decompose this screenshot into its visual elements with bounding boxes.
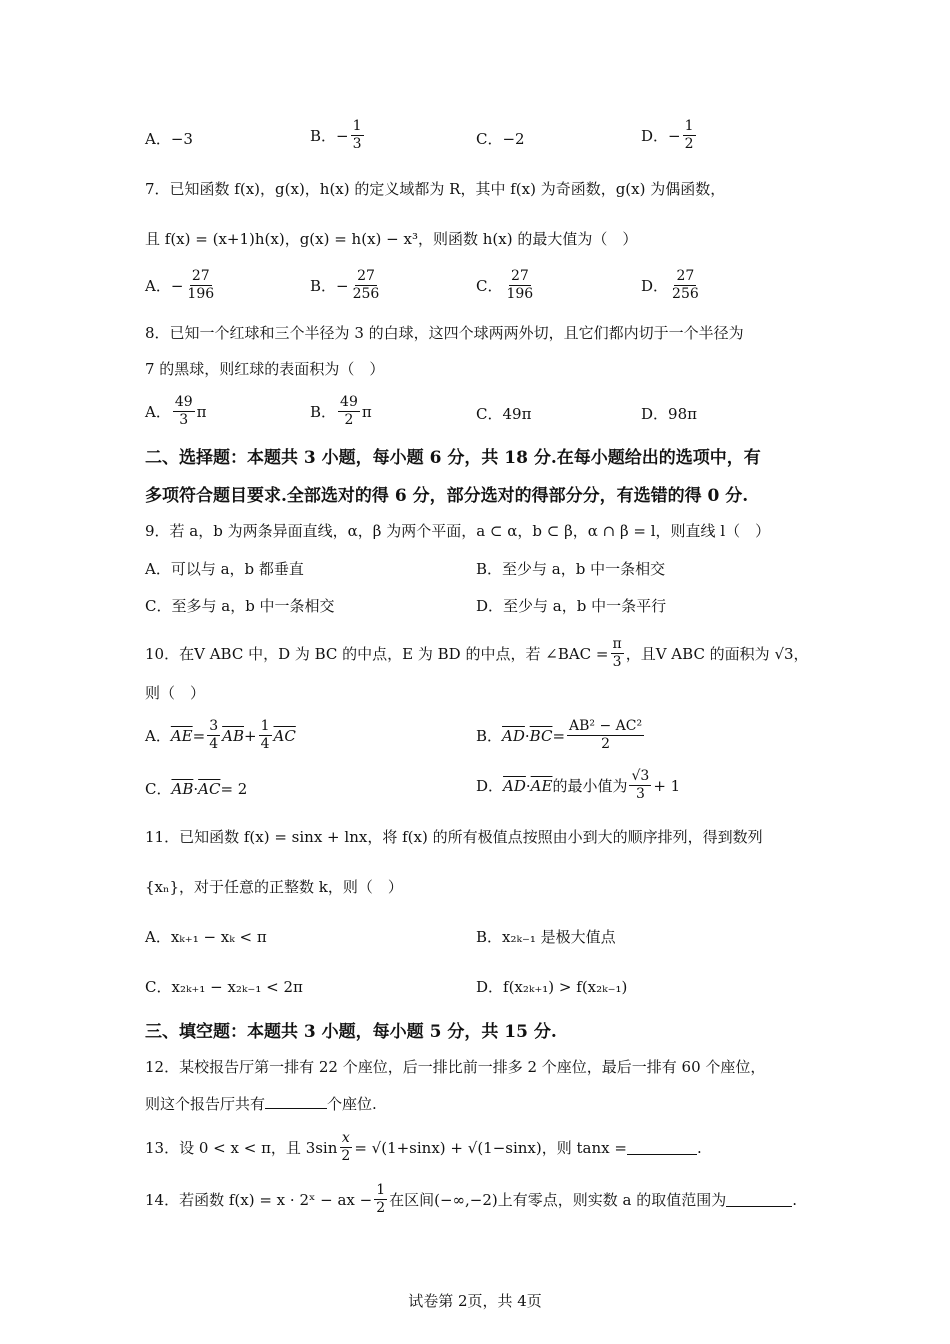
numerator: √3	[631, 768, 650, 784]
fraction	[185, 268, 216, 303]
option-label: B．	[310, 276, 337, 295]
denominator: 3	[635, 786, 645, 802]
denominator: 3	[612, 654, 622, 670]
denominator: 2	[601, 736, 611, 752]
fraction	[683, 118, 696, 153]
operator: +	[244, 726, 257, 745]
operator: ·	[525, 776, 531, 795]
q10-option-c	[145, 778, 247, 800]
pi-symbol: π	[361, 402, 372, 421]
q8-stem-line1: 8．已知一个红球和三个半径为 3 的白球，这四个球两两外切，且它们都内切于一个半径为	[145, 324, 744, 342]
option-label: C．	[476, 130, 503, 148]
q6-option-b	[310, 118, 366, 153]
denominator: 2	[376, 1200, 386, 1216]
denominator: 3	[179, 412, 189, 428]
q10-stem-line1	[145, 636, 809, 671]
numerator: 27	[191, 268, 210, 284]
operator: =	[552, 726, 566, 745]
vector: $\overline{AC}$	[273, 726, 296, 745]
option-label: A．	[145, 276, 171, 295]
option-label: D．	[641, 276, 669, 295]
denominator: 196	[187, 286, 215, 302]
operator: =	[192, 726, 206, 745]
numerator: 3	[209, 718, 219, 734]
denominator: 2	[341, 1148, 351, 1164]
stem-text: .	[792, 1190, 798, 1209]
section2-heading-line2: 多项符合题目要求.全部选对的得 6 分，部分选对的得部分分，有选错的得 0 分.	[145, 486, 749, 506]
q7-option-c	[476, 268, 537, 303]
numerator: 1	[352, 118, 362, 134]
q11-stem-line1: 11．已知函数 f(x) = sinx + lnx，将 f(x) 的所有极值点按照由小到大的顺序排列，得到数列	[145, 828, 763, 846]
vector: $\overline{BC}$	[529, 726, 553, 745]
q12-stem-line2	[145, 1093, 377, 1115]
q7-option-d	[641, 268, 703, 303]
expression: f(x₂ₖ₊₁) > f(x₂ₖ₋₁)	[503, 978, 628, 996]
option-label: B．	[476, 726, 503, 745]
option-label: A．	[145, 726, 171, 745]
option-label: B．	[310, 402, 337, 421]
numerator: 27	[510, 268, 529, 284]
expression: + 1	[653, 776, 681, 795]
q10-option-d	[476, 768, 680, 803]
fraction	[351, 118, 364, 153]
q14-stem	[145, 1182, 797, 1217]
denominator: 2	[684, 136, 694, 152]
answer-blank	[265, 1094, 327, 1109]
fraction	[374, 1182, 387, 1217]
denominator: 256	[352, 286, 380, 302]
stem-text: 14．若函数 f(x) = x · 2ˣ − ax −	[145, 1190, 373, 1209]
q9-option-b: B．至少与 a，b 中一条相交	[476, 560, 666, 578]
option-label: D．	[641, 126, 669, 145]
option-label: A．	[145, 402, 171, 421]
pi-symbol: π	[196, 402, 207, 421]
answer-blank	[726, 1192, 792, 1207]
q11-option-b	[476, 926, 616, 948]
option-sign: −	[170, 276, 184, 295]
operator: ·	[524, 726, 530, 745]
fraction	[259, 718, 272, 753]
q7-stem-line2: 且 f(x) = (x+1)h(x)，g(x) = h(x) − x³，则函数 h(x) 的最大值为（ ）	[145, 230, 638, 248]
q9-option-a: A．可以与 a，b 都垂直	[145, 560, 304, 578]
vector: $\overline{AD}$	[503, 776, 526, 795]
option-label: D．	[641, 405, 669, 423]
option-sign: −	[336, 276, 349, 295]
operator: ·	[193, 780, 199, 798]
option-label: A．	[145, 928, 171, 946]
q11-option-a	[145, 926, 267, 948]
denominator: 4	[260, 736, 270, 752]
option-label: B．	[310, 126, 337, 145]
expression: xₖ₊₁ − xₖ < π	[170, 928, 267, 946]
option-value: 49π	[502, 405, 532, 423]
denominator: 196	[506, 286, 534, 302]
stem-text: = √(1+sinx) + √(1−sinx)，则 tanx =	[354, 1138, 627, 1157]
option-label: C．	[476, 405, 503, 423]
q8-option-a	[145, 394, 207, 429]
section2-heading-line1: 二、选择题：本题共 3 小题，每小题 6 分，共 18 分.在每小题给出的选项中，有	[145, 448, 761, 468]
q13-stem	[145, 1130, 702, 1165]
denominator: 3	[352, 136, 362, 152]
section3-heading: 三、填空题：本题共 3 小题，每小题 5 分，共 15 分.	[145, 1022, 557, 1042]
q10-option-a	[145, 718, 296, 753]
q11-option-d	[476, 976, 627, 998]
vector: $\overline{AE}$	[530, 776, 553, 795]
numerator: AB² − AC²	[569, 718, 643, 734]
q8-option-b	[310, 394, 372, 429]
q12-stem-line1: 12．某校报告厅第一排有 22 个座位，后一排比前一排多 2 个座位，最后一排有 60 个座位，	[145, 1058, 766, 1076]
denominator: 2	[344, 412, 354, 428]
numerator: 1	[684, 118, 694, 134]
option-label: D．	[476, 978, 504, 996]
answer-blank	[627, 1140, 697, 1155]
q10-stem-line2: 则（ ）	[145, 684, 206, 702]
q7-stem-line1: 7．已知函数 f(x)，g(x)，h(x) 的定义域都为 R，其中 f(x) 为奇函数，g(x) 为偶函数，	[145, 180, 726, 198]
fraction	[567, 718, 644, 753]
denominator: 256	[672, 286, 699, 302]
option-sign: −	[336, 126, 349, 145]
page-footer: 试卷第 2页，共 4页	[408, 1292, 542, 1310]
q7-option-b	[310, 268, 383, 303]
numerator: 49	[340, 394, 358, 410]
denominator: 4	[209, 736, 219, 752]
vector: $\overline{AB}$	[222, 726, 244, 745]
q7-option-a	[145, 268, 218, 303]
vector: $\overline{AE}$	[170, 726, 193, 745]
q8-option-c	[476, 403, 531, 425]
fraction	[351, 268, 382, 303]
stem-text: 个座位.	[327, 1095, 377, 1113]
stem-text: .	[696, 1138, 702, 1157]
numerator: 1	[376, 1182, 386, 1198]
option-label: A．	[145, 130, 171, 148]
q6-option-d	[641, 118, 698, 153]
option-sign: −	[668, 126, 681, 145]
q11-option-c	[145, 976, 303, 998]
option-label: C．	[476, 276, 503, 295]
option-label: C．	[145, 978, 172, 996]
option-label: C．	[145, 780, 172, 798]
q11-stem-line2: {xₙ}，对于任意的正整数 k，则（ ）	[145, 878, 403, 896]
numerator: 1	[260, 718, 270, 734]
q9-stem: 9．若 a，b 为两条异面直线，α，β 为两个平面，a ⊂ α，b ⊂ β，α ∩ β = l，则直线 l（ ）	[145, 522, 771, 540]
q10-option-b	[476, 718, 646, 753]
q9-option-d: D．至少与 a，b 中一条平行	[476, 597, 667, 615]
option-value: 98π	[668, 405, 697, 423]
fraction	[504, 268, 535, 303]
q8-option-d	[641, 403, 697, 425]
option-value: −3	[170, 130, 193, 148]
fraction	[207, 718, 220, 753]
fraction	[670, 268, 701, 303]
stem-text: ，且V ABC 的面积为 √3，	[625, 644, 809, 663]
numerator: x	[341, 1130, 350, 1146]
q8-stem-line2: 7 的黑球，则红球的表面积为（ ）	[145, 360, 385, 378]
fraction	[339, 1130, 352, 1165]
numerator: 49	[174, 394, 193, 410]
q6-option-a	[145, 128, 193, 150]
fraction	[611, 636, 624, 671]
stem-text: 10．在V ABC 中，D 为 BC 的中点，E 为 BD 的中点，若 ∠BAC =	[145, 644, 609, 663]
numerator: 27	[357, 268, 375, 284]
expression: 的最小值为	[552, 776, 628, 795]
vector: $\overline{AB}$	[171, 780, 194, 798]
stem-text: 13．设 0 < x < π，且 3sin	[145, 1138, 338, 1157]
option-label: D．	[476, 776, 504, 795]
expression: = 2	[220, 780, 248, 798]
fraction	[173, 394, 195, 429]
fraction	[629, 768, 651, 803]
expression: x₂ₖ₊₁ − x₂ₖ₋₁ < 2π	[171, 978, 303, 996]
stem-text: 在区间(−∞,−2)上有零点，则实数 a 的取值范围为	[389, 1190, 727, 1209]
numerator: 27	[676, 268, 695, 284]
fraction	[338, 394, 360, 429]
q9-option-c: C．至多与 a，b 中一条相交	[145, 597, 335, 615]
vector: $\overline{AC}$	[198, 780, 221, 798]
numerator: π	[612, 636, 622, 652]
stem-text: 则这个报告厅共有	[145, 1095, 266, 1113]
option-label: B．	[476, 928, 503, 946]
vector: $\overline{AD}$	[502, 726, 525, 745]
q6-option-c	[476, 128, 525, 150]
expression: x₂ₖ₋₁ 是极大值点	[502, 928, 616, 946]
option-value: −2	[502, 130, 525, 148]
